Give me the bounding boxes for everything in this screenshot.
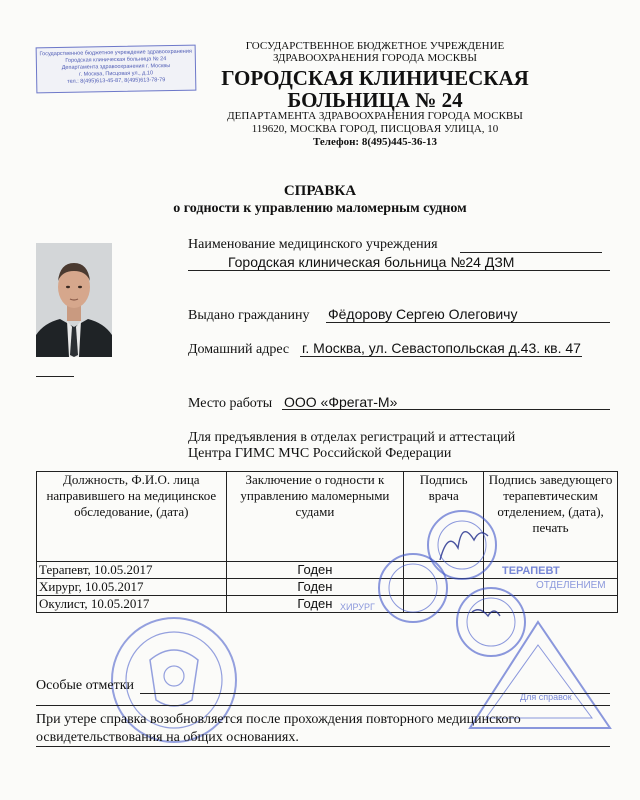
work-line [282, 409, 610, 410]
header-doctor: Должность, Ф.И.О. лица направившего на медицинское обследование, (дата) [37, 472, 227, 562]
row-signature [404, 579, 484, 596]
corner-stamp-line: тел.: 8(495)613-45-87, 8(495)613-78-79 [67, 77, 166, 85]
header-conclusion: Заключение о годности к управлению маломерными судами [226, 472, 404, 562]
table-header-row [37, 472, 618, 562]
portrait-photo [36, 243, 112, 357]
address-label: Домашний адрес [188, 342, 290, 357]
corner-stamp-line: Городская клиническая больница № 24 [65, 56, 167, 64]
row-conclusion: Годен [226, 562, 404, 579]
table-row [37, 596, 618, 613]
corner-stamp-line: Государственное бюджетное учреждение здравоохранения [39, 48, 192, 58]
header-head-signature: Подпись заведующего терапевтическим отделением, (дата), печать [484, 472, 618, 562]
special-line-2 [36, 705, 610, 706]
document-title: СПРАВКА [283, 183, 357, 199]
purpose-line2: Центра ГИМС МЧС Российской Федерации [188, 446, 452, 461]
stamp-dept2: ОТДЕЛЕНИЕМ [536, 580, 606, 591]
header-line3: ГОРОДСКАЯ КЛИНИЧЕСКАЯ [221, 66, 529, 90]
table-row [37, 579, 618, 596]
header-line5: ДЕПАРТАМЕНТА ЗДРАВООХРАНЕНИЯ ГОРОДА МОСКВЫ [227, 110, 523, 122]
photo-underline [36, 376, 74, 377]
header-signature: Подпись врача [404, 472, 484, 562]
address-line [300, 356, 582, 357]
institution-label-line [460, 252, 602, 253]
special-line [140, 693, 610, 694]
row-head-signature [484, 562, 618, 579]
document-subtitle: о годности к управлению маломерным судном [173, 201, 467, 216]
purpose-line1: Для предъявления в отделах регистраций и аттестаций [188, 430, 516, 445]
row-doctor: Терапевт, 10.05.2017 [37, 562, 227, 579]
row-doctor: Хирург, 10.05.2017 [37, 579, 227, 596]
issued-line [326, 322, 610, 323]
stamp-circle-text: ХИРУРГ [340, 602, 375, 612]
stamp-dept1: ТЕРАПЕВТ [502, 565, 560, 577]
header-line2: ЗДРАВООХРАНЕНИЯ ГОРОДА МОСКВЫ [273, 52, 477, 64]
header-line6: 119620, МОСКВА ГОРОД, ПИСЦОВАЯ УЛИЦА, 10 [251, 123, 499, 135]
institution-value-line [188, 270, 610, 271]
corner-stamp-line: г. Москва, Писцовая ул., д.10 [79, 70, 154, 78]
row-doctor: Окулист, 10.05.2017 [37, 596, 227, 613]
row-head-signature [484, 579, 618, 596]
work-value: ООО «Фрегат-М» [284, 394, 398, 410]
institution-value: Городская клиническая больница №24 ДЗМ [228, 254, 515, 270]
institution-label: Наименование медицинского учреждения [188, 237, 438, 252]
row-head-signature [484, 596, 618, 613]
table-row [37, 562, 618, 579]
footer-line1: При утере справка возобновляется после прохождения повторного медицинского [36, 712, 521, 727]
stamp-triangle-text: Для справок [520, 692, 572, 702]
header-line4: БОЛЬНИЦА № 24 [287, 88, 463, 112]
issued-value: Фёдорову Сергею Олеговичу [328, 306, 518, 322]
address-value: г. Москва, ул. Севастопольская д.43. кв. 47 [302, 340, 581, 356]
footer-underline [36, 746, 610, 747]
row-signature [404, 562, 484, 579]
special-label: Особые отметки [36, 678, 134, 693]
row-conclusion: Годен [226, 579, 404, 596]
work-label: Место работы [188, 396, 273, 411]
header-line1: ГОСУДАРСТВЕННОЕ БЮДЖЕТНОЕ УЧРЕЖДЕНИЕ [245, 40, 505, 52]
row-signature [404, 596, 484, 613]
header-phone: Телефон: 8(495)445-36-13 [312, 136, 437, 148]
issued-label: Выдано гражданину [188, 308, 310, 323]
corner-stamp-line: Департамента здравоохранения г. Москвы [61, 63, 171, 71]
row-conclusion: Годен [226, 596, 404, 613]
footer-line2: освидетельствования на общих основаниях. [36, 730, 299, 745]
exam-table [36, 471, 618, 613]
